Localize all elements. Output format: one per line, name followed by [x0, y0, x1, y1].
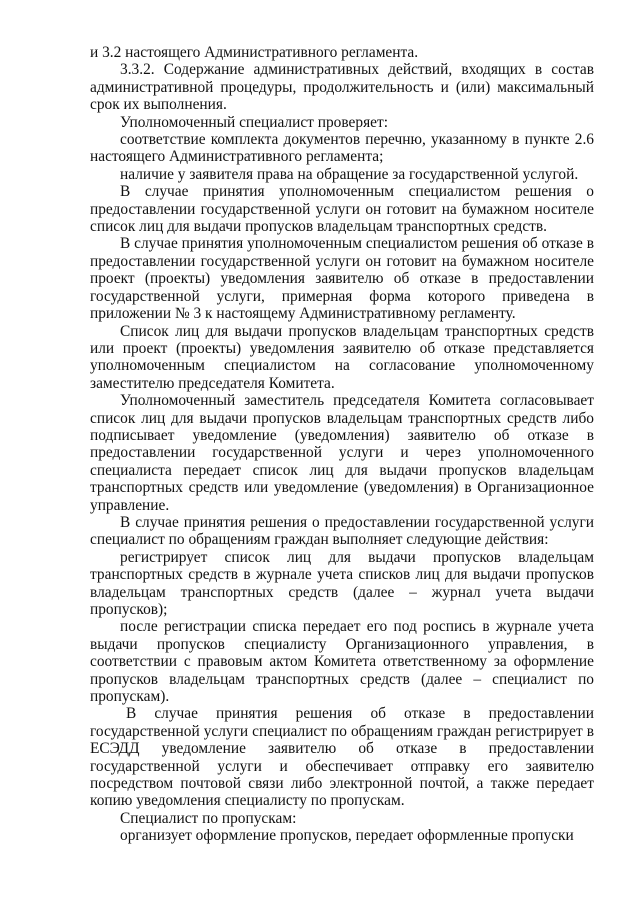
paragraph-4: соответствие комплекта документов перечню, указанному в пункте 2.6 настоящего Административного регламента; — [90, 131, 594, 166]
paragraph-3: Уполномоченный специалист проверяет: — [120, 113, 388, 131]
document-page — [90, 44, 594, 845]
paragraph-14: Специалист по пропускам: — [120, 809, 297, 827]
paragraph-11: регистрирует список лиц для выдачи пропусков владельцам транспортных средств в журнале учета списков лиц для выдачи пропусков владельцам транспортных средств (далее – журнал учета выдачи пропусков); — [90, 548, 594, 618]
paragraph-10: В случае принятия решения о предоставлении государственной услуги специалист по обращениям граждан выполняет следующие действия: — [90, 513, 594, 549]
section-heading-3-3-2: 3.3.2. Содержание административных действий, входящих в состав административной процедуры, продолжительность и (или) максимальный срок их выполнения. — [90, 61, 594, 114]
paragraph-6: В случае принятия уполномоченным специалистом решения о предоставлении государственной услуги он готовит на бумажном носителе список лиц для выдачи пропусков владельцам транспортных средств. — [90, 183, 594, 236]
paragraph-7: В случае принятия уполномоченным специалистом решения об отказе в предоставлении государственной услуги он готовит на бумажном носителе проект (проекты) уведомления заявителю об отказе в предоставлении государственной услуги, примерная форма которого приведена в приложении № 3 к настоящему Административному регламенту. — [90, 235, 594, 323]
paragraph-12: после регистрации списка передает его под роспись в журнале учета выдачи пропусков специалисту Организационного управления, в соответствии с правовым актом Комитета ответственному за оформление пропусков владельцам транспортных средств (далее – специалист по пропускам). — [90, 618, 594, 706]
paragraph-9: Уполномоченный заместитель председателя Комитета согласовывает список лиц для выдачи пропусков владельцам транспортных средств либо подписывает уведомление (уведомления) заявителю об отказе в предоставлении государственной услуги и через уполномоченного специалиста передает список лиц для выдачи пропусков владельцам транспортных средств или уведомление (уведомления) в Организационное управление. — [90, 392, 594, 514]
paragraph-1: и 3.2 настоящего Административного регламента. — [90, 44, 419, 61]
paragraph-8: Список лиц для выдачи пропусков владельцам транспортных средств или проект (проекты) уведомления заявителю об отказе представляется уполномоченным специалистом на согласование уполномоченному заместителю председателя Комитета. — [90, 322, 594, 392]
paragraph-5: наличие у заявителя права на обращение за государственной услугой. — [120, 165, 579, 183]
paragraph-15: организует оформление пропусков, передает оформленные пропуски — [120, 827, 574, 845]
paragraph-13: В случае принятия решения об отказе в предоставлении государственной услуги специалист по обращениям граждан регистрирует в ЕСЭДД уведомление заявителю об отказе в предоставлении государственной услуги и обеспечивает отправку его заявителю посредством почтовой связи либо электронной почтой, а также передает копию уведомления специалисту по пропускам. — [90, 705, 594, 810]
